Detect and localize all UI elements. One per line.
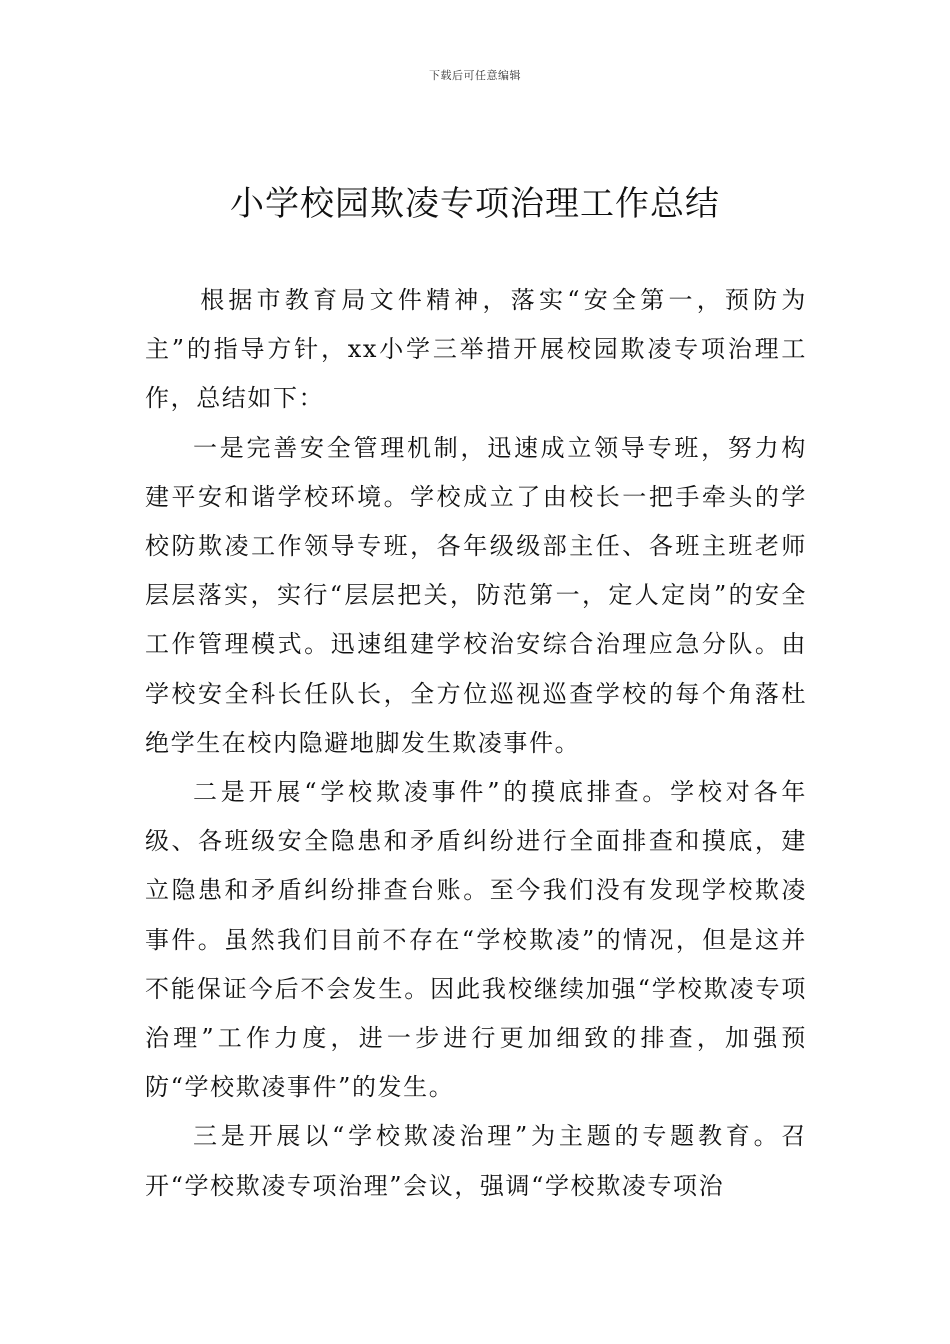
document-body bbox=[145, 276, 807, 1211]
paragraph-measure-2: 二是开展“学校欺凌事件”的摸底排查。学校对各年级、各班级安全隐患和矛盾纠纷进行全面排查和摸底，建立隐患和矛盾纠纷排查台账。至今我们没有发现学校欺凌事件。虽然我们目前不存在“学校欺凌”的情况，但是这并不能保证今后不会发生。因此我校继续加强“学校欺凌专项治理”工作力度，进一步进行更加细致的排查，加强预防“学校欺凌事件”的发生。 bbox=[145, 778, 807, 1102]
paragraph-intro: 根据市教育局文件精神，落实“安全第一，预防为主”的指导方针，xx小学三举措开展校园欺凌专项治理工作，总结如下： bbox=[145, 286, 807, 413]
header-note: 下载后可任意编辑 bbox=[429, 69, 521, 82]
document-title: 小学校园欺凌专项治理工作总结 bbox=[230, 184, 720, 224]
paragraph-measure-1: 一是完善安全管理机制，迅速成立领导专班，努力构建平安和谐学校环境。学校成立了由校长一把手牵头的学校防欺凌工作领导专班，各年级级部主任、各班主班老师层层落实，实行“层层把关，防范第一，定人定岗”的安全工作管理模式。迅速组建学校治安综合治理应急分队。由学校安全科长任队长，全方位巡视巡查学校的每个角落杜绝学生在校内隐避地脚发生欺凌事件。 bbox=[145, 433, 807, 757]
paragraph-measure-3: 三是开展以“学校欺凌治理”为主题的专题教育。召开“学校欺凌专项治理”会议，强调“学校欺凌专项治 bbox=[145, 1122, 807, 1200]
